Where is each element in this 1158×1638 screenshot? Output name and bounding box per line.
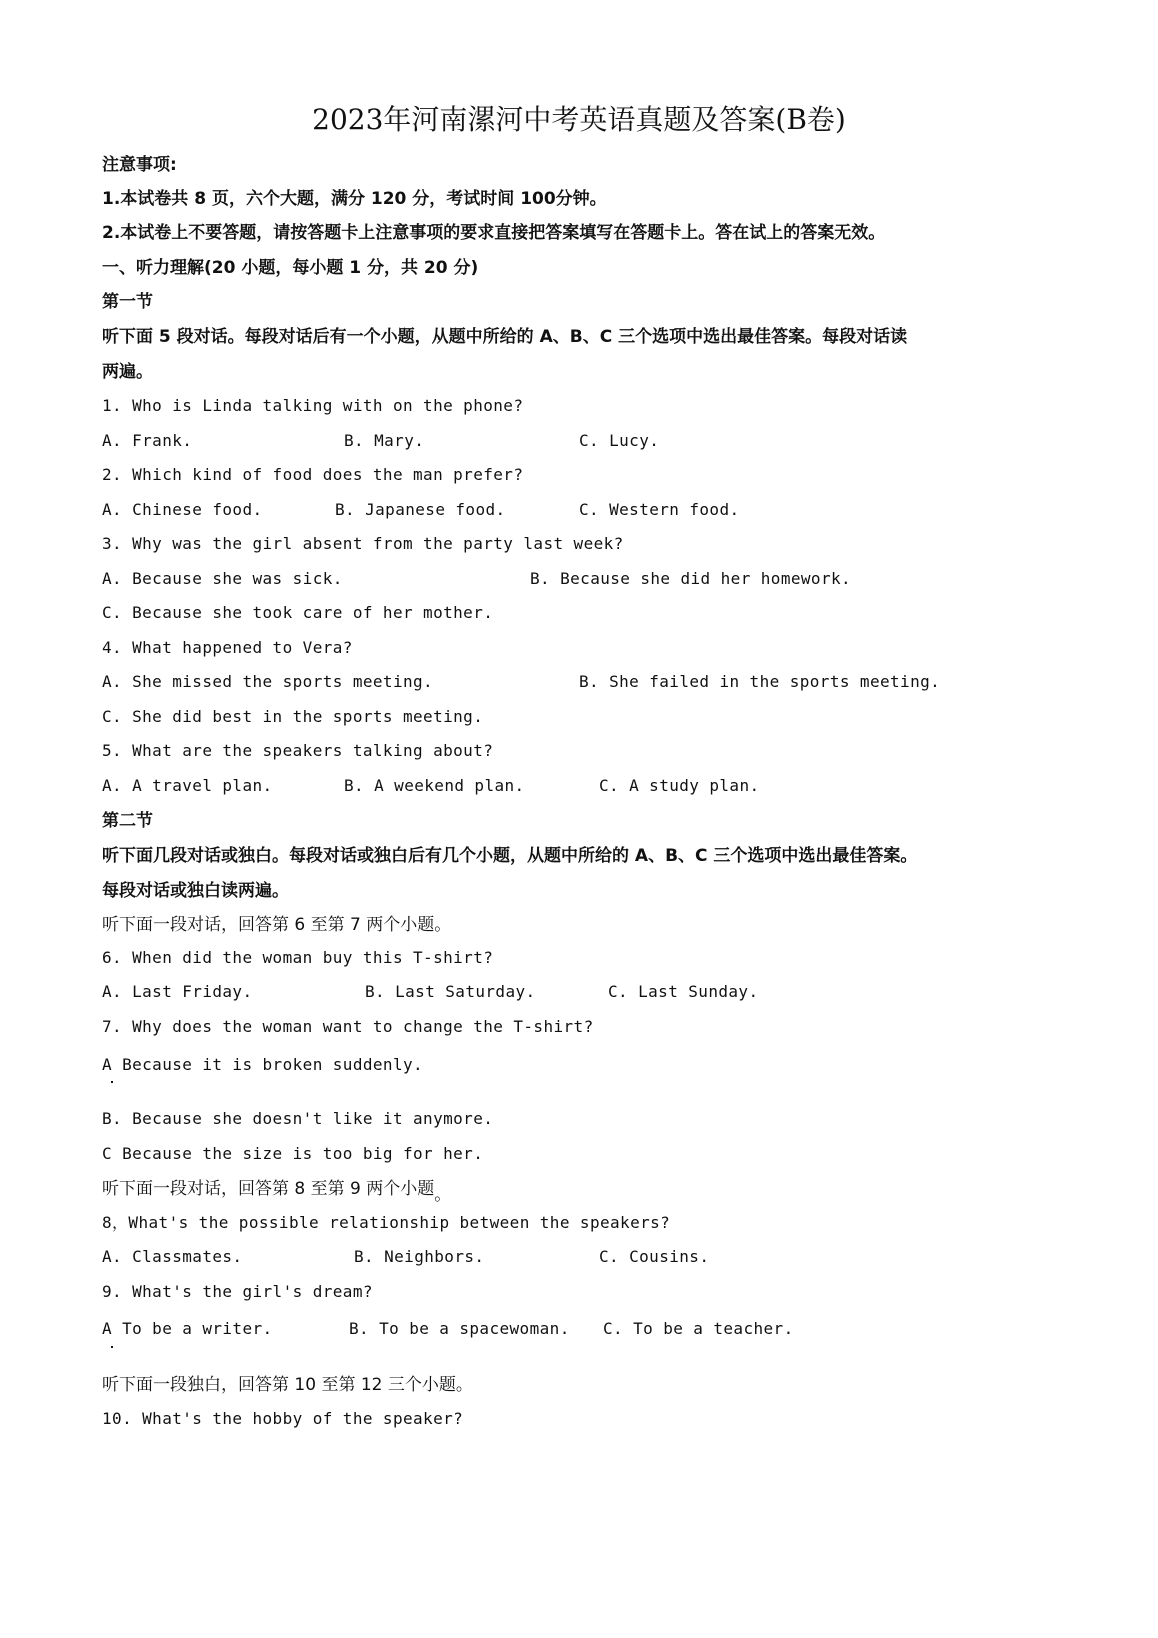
notice-item-2: 2.本试卷上不要答题，请按答题卡上注意事项的要求直接把答案填写在答题卡上。答在试上的答案无效。 xyxy=(102,223,886,243)
question-stem: 1. Who is Linda talking with on the phone? xyxy=(102,396,524,415)
section-heading-listening: 一、听力理解(20 小题，每小题 1 分，共 20 分) xyxy=(102,258,479,278)
option-b: B. She failed in the sports meeting. xyxy=(579,672,941,691)
group-instruction xyxy=(102,1174,452,1205)
option-c: C Because the size is too big for her. xyxy=(102,1144,484,1163)
option-a: A To be a writer. xyxy=(102,1319,273,1338)
group-instruction: 听下面一段独白，回答第 10 至第 12 三个小题。 xyxy=(102,1375,473,1395)
part2-instruction-line2: 每段对话或独白读两遍。 xyxy=(102,881,289,901)
option-b: B. Because she doesn't like it anymore. xyxy=(102,1109,494,1128)
notice-item-1: 1.本试卷共 8 页，六个大题，满分 120 分，考试时间 100分钟。 xyxy=(102,189,607,209)
question-stem: 5. What are the speakers talking about? xyxy=(102,741,494,760)
group-instruction: 听下面一段对话，回答第 6 至第 7 两个小题。 xyxy=(102,915,452,935)
question-stem: 7. Why does the woman want to change the T-shirt? xyxy=(102,1017,594,1036)
option-c: C. Western food. xyxy=(579,500,740,519)
part1-instruction-line2: 两遍。 xyxy=(102,362,153,382)
page-title: 2023年河南漯河中考英语真题及答案(B卷) xyxy=(312,103,846,136)
part2-instruction-line1: 听下面几段对话或独白。每段对话或独白后有几个小题，从题中所给的 A、B、C 三个选项中选出最佳答案。 xyxy=(102,846,918,866)
option-a: A Because it is broken suddenly. xyxy=(102,1055,424,1074)
option-b: B. Neighbors. xyxy=(354,1247,485,1266)
option-a: A. Chinese food. xyxy=(102,500,263,519)
option-c: C. A study plan. xyxy=(599,776,760,795)
option-c: C. Cousins. xyxy=(599,1247,710,1266)
stray-dot xyxy=(111,1346,113,1348)
option-c: C. She did best in the sports meeting. xyxy=(102,707,484,726)
question-stem: 8，What's the possible relationship between the speakers? xyxy=(102,1213,671,1232)
option-b: B. A weekend plan. xyxy=(344,776,525,795)
notice-heading: 注意事项: xyxy=(102,155,177,175)
question-stem: 6. When did the woman buy this T-shirt? xyxy=(102,948,494,967)
option-b: B. Last Saturday. xyxy=(365,982,536,1001)
stray-dot xyxy=(111,1081,113,1083)
question-stem: 9. What's the girl's dream? xyxy=(102,1282,373,1301)
part2-heading: 第二节 xyxy=(102,811,153,831)
option-a: A. Last Friday. xyxy=(102,982,253,1001)
question-stem: 2. Which kind of food does the man prefer? xyxy=(102,465,524,484)
option-a: A. Frank. xyxy=(102,431,193,450)
option-b: B. Because she did her homework. xyxy=(530,569,852,588)
option-b: B. Japanese food. xyxy=(335,500,506,519)
option-c: C. Last Sunday. xyxy=(608,982,759,1001)
part1-heading: 第一节 xyxy=(102,292,153,312)
group-instruction-period: 。 xyxy=(434,1185,452,1205)
part1-instruction-line1: 听下面 5 段对话。每段对话后有一个小题，从题中所给的 A、B、C 三个选项中选出最佳答案。每段对话读 xyxy=(102,327,908,347)
question-stem: 3. Why was the girl absent from the party last week? xyxy=(102,534,624,553)
option-a: A. Classmates. xyxy=(102,1247,243,1266)
option-a: A. She missed the sports meeting. xyxy=(102,672,434,691)
option-c: C. Lucy. xyxy=(579,431,660,450)
group-instruction-text: 听下面一段对话，回答第 8 至第 9 两个小题 xyxy=(102,1179,435,1199)
option-a: A. Because she was sick. xyxy=(102,569,343,588)
option-c: C. To be a teacher. xyxy=(603,1319,794,1338)
question-stem: 10. What's the hobby of the speaker? xyxy=(102,1409,464,1428)
option-b: B. Mary. xyxy=(344,431,425,450)
option-c: C. Because she took care of her mother. xyxy=(102,603,494,622)
question-stem: 4. What happened to Vera? xyxy=(102,638,353,657)
option-b: B. To be a spacewoman. xyxy=(349,1319,570,1338)
option-a: A. A travel plan. xyxy=(102,776,273,795)
